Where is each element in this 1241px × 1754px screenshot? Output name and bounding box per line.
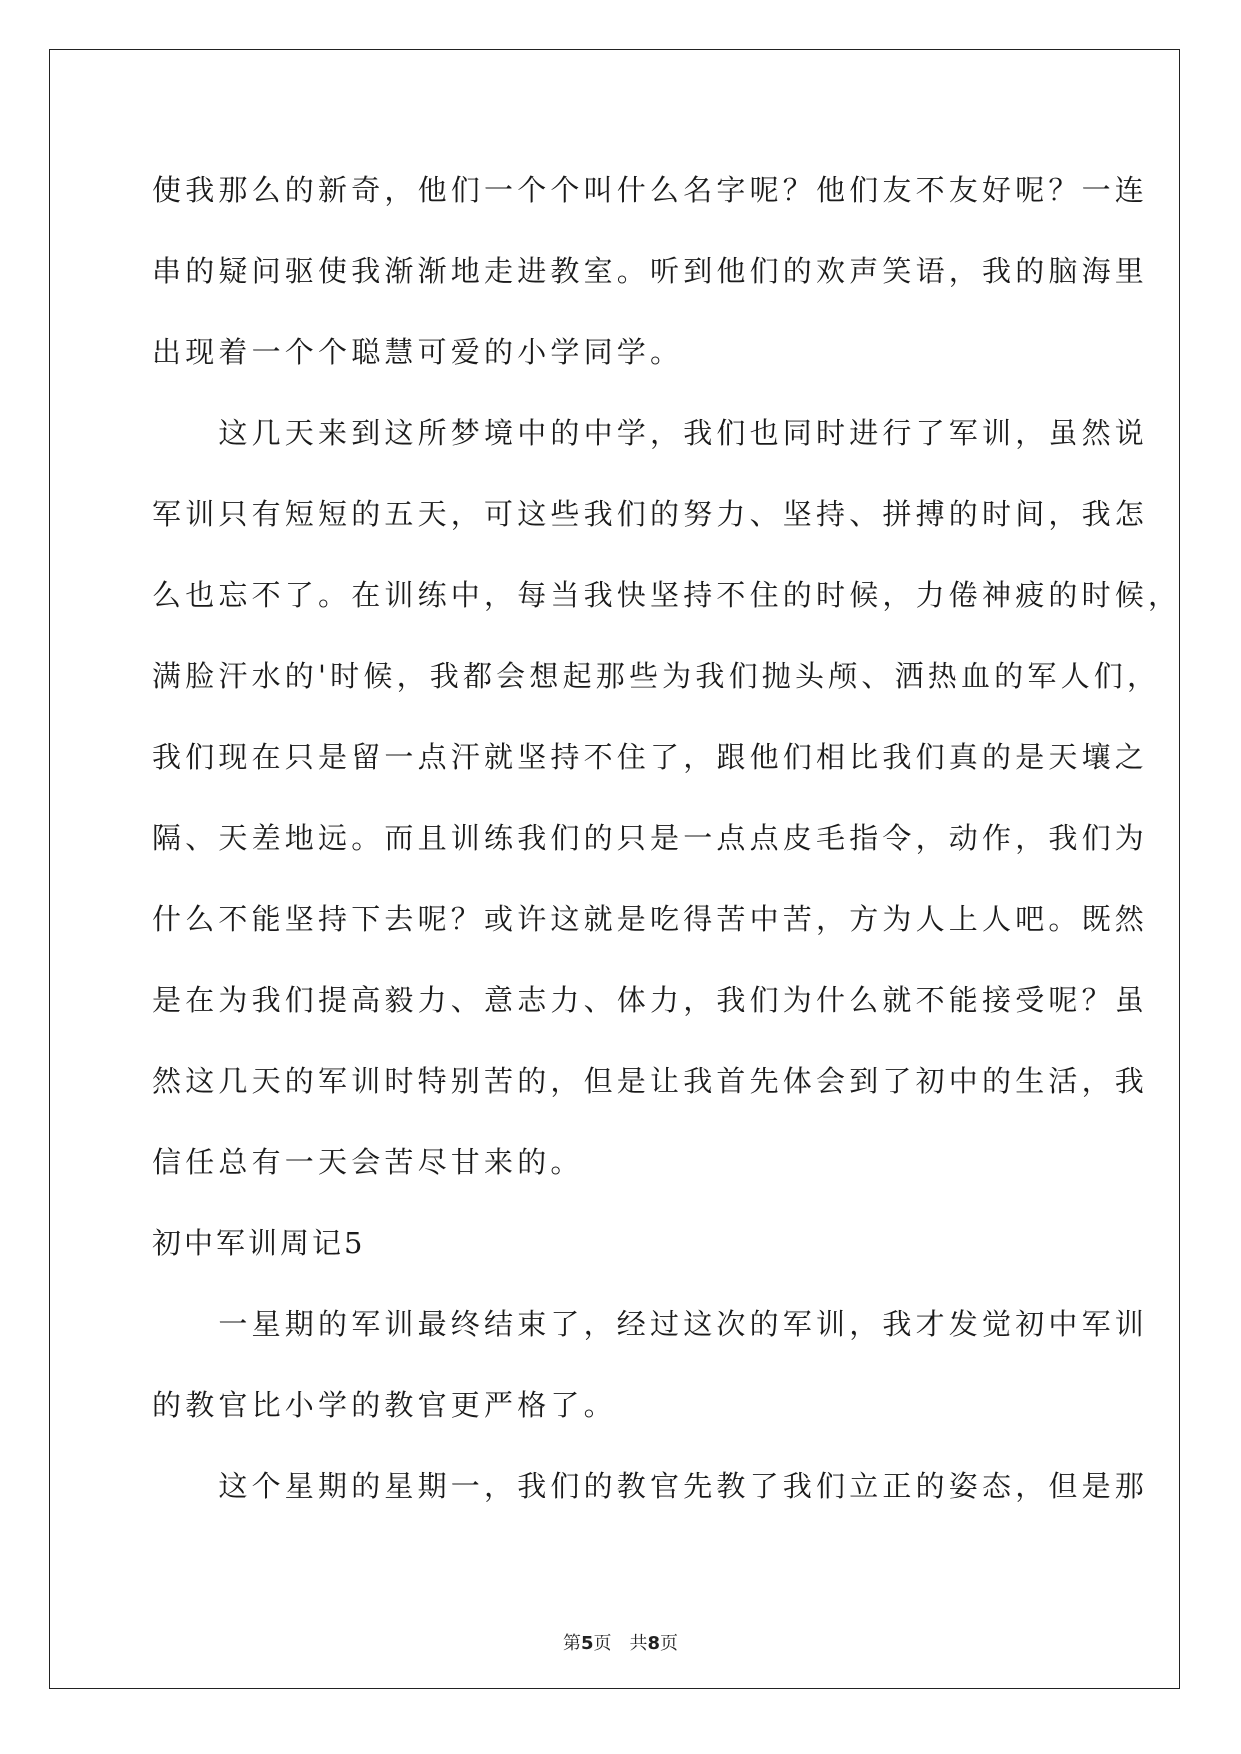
text-line: 一星期的军训最终结束了，经过这次的军训，我才发觉初中军训 bbox=[152, 1307, 1149, 1341]
total-page-number: 8 bbox=[647, 1633, 661, 1654]
footer-total-prefix: 共 bbox=[629, 1633, 648, 1654]
text-line: 然这几天的军训时特别苦的，但是让我首先体会到了初中的生活，我 bbox=[152, 1064, 1149, 1098]
text-line: 隔、天差地远。而且训练我们的只是一点点皮毛指令，动作，我们为 bbox=[152, 821, 1149, 855]
text-line: 使我那么的新奇，他们一个个叫什么名字呢？他们友不友好呢？一连 bbox=[152, 173, 1149, 207]
text-line: 满脸汗水的'时候，我都会想起那些为我们抛头颅、洒热血的军人们， bbox=[152, 659, 1161, 693]
text-line: 出现着一个个聪慧可爱的小学同学。 bbox=[152, 335, 684, 369]
footer-prefix: 第 bbox=[562, 1633, 581, 1654]
text-line: 军训只有短短的五天，可这些我们的努力、坚持、拼搏的时间，我怎 bbox=[152, 497, 1149, 531]
page-footer bbox=[0, 1629, 1241, 1655]
text-line: 是在为我们提高毅力、意志力、体力，我们为什么就不能接受呢？虽 bbox=[152, 983, 1149, 1017]
text-line: 这个星期的星期一，我们的教官先教了我们立正的姿态，但是那 bbox=[152, 1469, 1149, 1503]
text-line: 的教官比小学的教官更严格了。 bbox=[152, 1388, 617, 1422]
text-line: 信任总有一天会苦尽甘来的。 bbox=[152, 1145, 584, 1179]
text-line: 这几天来到这所梦境中的中学，我们也同时进行了军训，虽然说 bbox=[152, 416, 1149, 450]
footer-page-suffix: 页 bbox=[593, 1633, 612, 1654]
text-line: 么也忘不了。在训练中，每当我快坚持不住的时候，力倦神疲的时候， bbox=[152, 578, 1182, 612]
section-heading: 初中军训周记5 bbox=[152, 1226, 366, 1260]
text-line: 什么不能坚持下去呢？或许这就是吃得苦中苦，方为人上人吧。既然 bbox=[152, 902, 1149, 936]
text-line: 串的疑问驱使我渐渐地走进教室。听到他们的欢声笑语，我的脑海里 bbox=[152, 254, 1149, 288]
current-page-number: 5 bbox=[580, 1633, 594, 1654]
footer-total-suffix: 页 bbox=[660, 1633, 679, 1654]
text-line: 我们现在只是留一点汗就坚持不住了，跟他们相比我们真的是天壤之 bbox=[152, 740, 1149, 774]
document-body bbox=[152, 160, 1182, 1537]
